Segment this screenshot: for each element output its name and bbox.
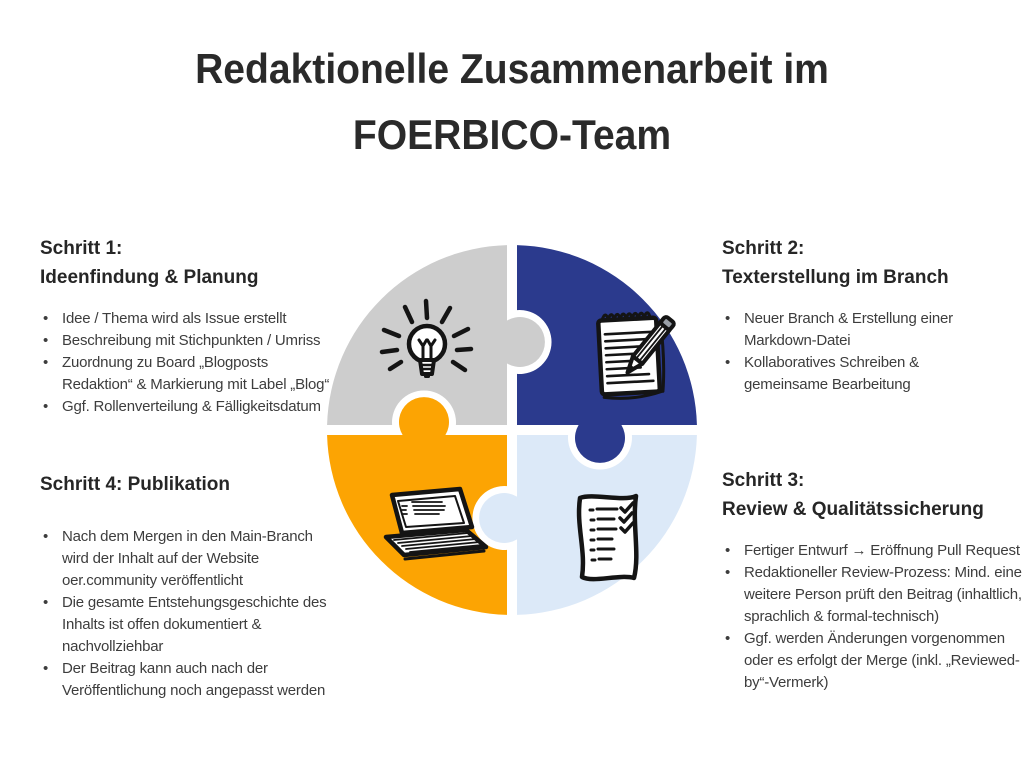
step-1-block — [40, 234, 342, 418]
step-4-heading-line-1: Schritt 4: Publikation — [40, 474, 231, 495]
lightbulb-tip — [424, 374, 430, 378]
step-4-block — [40, 470, 342, 702]
step-2-bullet-list — [722, 308, 1024, 396]
lightbulb-glass — [409, 326, 445, 362]
step-3-bullet-list — [722, 540, 1024, 694]
step-2-block — [722, 234, 1024, 396]
bullet-item: • Der Beitrag kann auch nach der Veröffentlichung noch angepasst werden — [40, 658, 342, 702]
lightbulb-base — [420, 360, 434, 374]
step-3-heading — [722, 466, 1024, 524]
title-line-2: FOERBICO-Team — [352, 111, 672, 158]
bullet-item: • Ggf. werden Änderungen vorgenommen oder es erfolgt der Merge (inkl. „Reviewed-by“-Vermerk) — [722, 628, 1024, 694]
step-1-bullet-list — [40, 308, 342, 418]
title-line-1: Redaktionelle Zusammenarbeit im — [195, 45, 829, 92]
step-1-heading-line-1: Schritt 1: — [40, 238, 123, 259]
puzzle-circle-diagram — [317, 235, 707, 625]
bullet-item: • Nach dem Mergen in den Main-Branch wird der Inhalt auf der Website oer.community veröffentlicht — [40, 526, 342, 592]
bullet-item: • Beschreibung mit Stichpunkten / Umriss — [40, 330, 342, 352]
bullet-item: • Idee / Thema wird als Issue erstellt — [40, 308, 342, 330]
step-4-heading — [40, 470, 342, 499]
step-3-block — [722, 466, 1024, 694]
step-2-heading — [722, 234, 1024, 292]
step-3-heading-line-1: Schritt 3: — [722, 470, 805, 491]
step-1-heading — [40, 234, 342, 292]
bullet-item: • Zuordnung zu Board „Blogposts Redaktion“ & Markierung mit Label „Blog“ — [40, 352, 342, 396]
bullet-item: • Die gesamte Entstehungsgeschichte des Inhalts ist offen dokumentiert & nachvollziehbar — [40, 592, 342, 658]
step-1-heading-line-2: Ideenfindung & Planung — [40, 267, 259, 288]
bullet-item: • Fertiger Entwurf → Eröffnung Pull Request — [722, 540, 1024, 562]
bullet-item: • Ggf. Rollenverteilung & Fälligkeitsdatum — [40, 396, 342, 418]
step-2-heading-line-2: Texterstellung im Branch — [722, 267, 949, 288]
bullet-item: • Kollaboratives Schreiben & gemeinsame Bearbeitung — [722, 352, 1024, 396]
bullet-item: • Neuer Branch & Erstellung einer Markdown-Datei — [722, 308, 1024, 352]
page-title — [0, 36, 1024, 168]
step-3-heading-line-2: Review & Qualitätssicherung — [722, 499, 984, 520]
step-2-heading-line-1: Schritt 2: — [722, 238, 805, 259]
step-4-bullet-list — [40, 526, 342, 702]
checklist-icon — [579, 496, 636, 579]
bullet-item: • Redaktioneller Review-Prozess: Mind. eine weitere Person prüft den Beitrag (inhaltlich, sprachlich & formal-technisch) — [722, 562, 1024, 628]
